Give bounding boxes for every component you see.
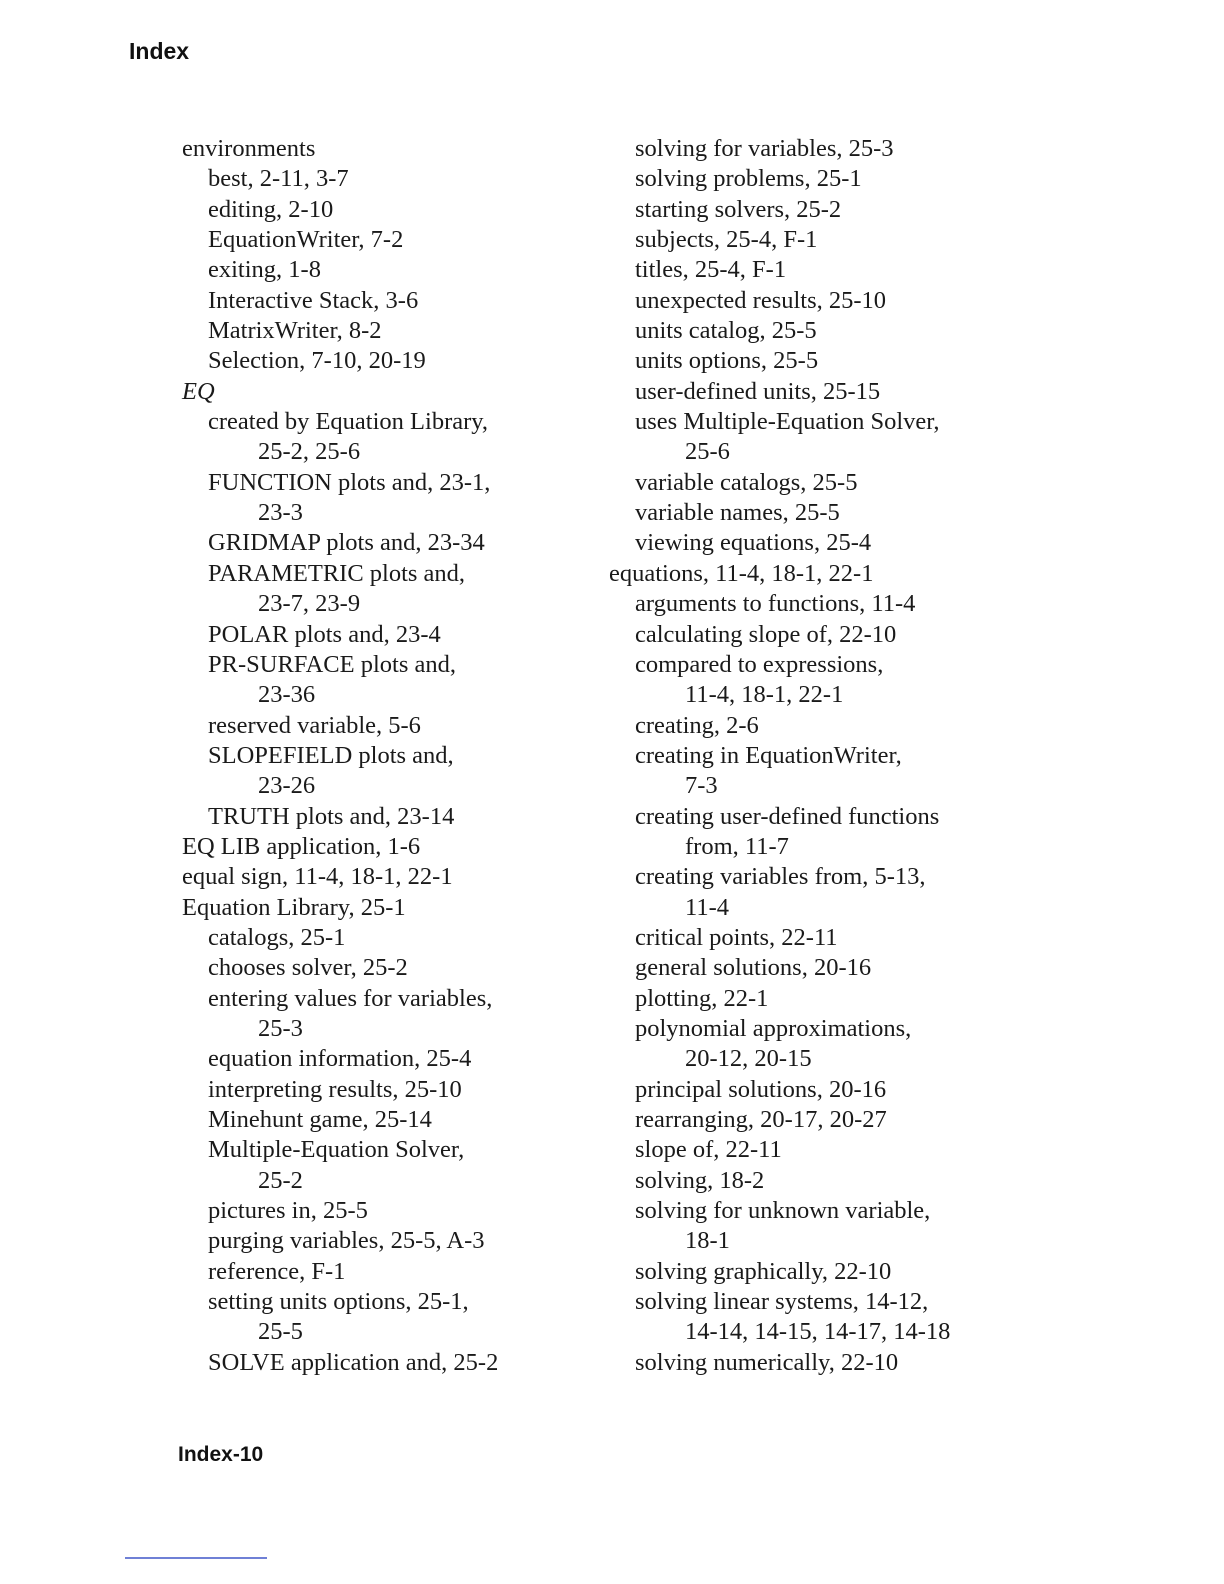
index-entry: EQ LIB application, 1-6 <box>182 832 421 860</box>
index-subentry: Multiple-Equation Solver, <box>208 1136 465 1164</box>
index-subentry: polynomial approximations, <box>635 1014 912 1042</box>
index-subentry: reference, F-1 <box>208 1257 346 1285</box>
index-subentry: POLAR plots and, 23-4 <box>208 620 441 648</box>
running-head-title: Index <box>129 38 190 64</box>
index-continuation: 23-7, 23-9 <box>258 590 361 618</box>
index-continuation: 23-36 <box>258 681 316 709</box>
index-subentry: subjects, 25-4, F-1 <box>635 226 818 254</box>
index-subentry: TRUTH plots and, 23-14 <box>208 802 455 830</box>
index-subentry: variable names, 25-5 <box>635 499 840 527</box>
index-subentry: creating variables from, 5-13, <box>635 863 926 891</box>
index-subentry: titles, 25-4, F-1 <box>635 256 787 284</box>
index-continuation: 14-14, 14-15, 14-17, 14-18 <box>685 1318 951 1346</box>
index-subentry: EquationWriter, 7-2 <box>208 226 404 254</box>
index-subentry: FUNCTION plots and, 23-1, <box>208 468 491 496</box>
index-subentry: critical points, 22-11 <box>635 923 838 951</box>
index-subentry: solving, 18-2 <box>635 1166 765 1194</box>
index-subentry: solving for variables, 25-3 <box>635 135 894 162</box>
index-subentry: SLOPEFIELD plots and, <box>208 741 454 769</box>
index-subentry: MatrixWriter, 8-2 <box>208 317 382 345</box>
index-subentry: equation information, 25-4 <box>208 1045 472 1073</box>
index-subentry: calculating slope of, 22-10 <box>635 620 897 648</box>
index-column-left <box>182 134 582 1378</box>
index-subentry: editing, 2-10 <box>208 195 334 223</box>
index-subentry: SOLVE application and, 25-2 <box>208 1348 499 1376</box>
index-continuation: 23-3 <box>258 499 303 527</box>
index-subentry: unexpected results, 25-10 <box>635 286 887 314</box>
index-subentry: PR-SURFACE plots and, <box>208 650 456 678</box>
index-continuation: from, 11-7 <box>685 832 789 860</box>
index-entry: equations, 11-4, 18-1, 22-1 <box>609 559 874 587</box>
index-subentry: compared to expressions, <box>635 650 884 678</box>
index-subentry: units catalog, 25-5 <box>635 317 817 345</box>
index-subentry: creating, 2-6 <box>635 711 759 739</box>
index-subentry: created by Equation Library, <box>208 408 489 436</box>
index-subentry: arguments to functions, 11-4 <box>635 590 916 618</box>
index-continuation: 11-4, 18-1, 22-1 <box>685 681 844 709</box>
index-subentry: plotting, 22-1 <box>635 984 769 1012</box>
index-subentry: Minehunt game, 25-14 <box>208 1106 432 1133</box>
index-subentry: catalogs, 25-1 <box>208 923 346 951</box>
index-continuation: 25-2, 25-6 <box>258 438 361 466</box>
index-subentry: user-defined units, 25-15 <box>635 377 881 405</box>
index-subentry: entering values for variables, <box>208 984 493 1012</box>
index-subentry: Interactive Stack, 3-6 <box>208 286 419 314</box>
index-subentry: solving linear systems, 14-12, <box>635 1288 929 1316</box>
index-subentry: uses Multiple-Equation Solver, <box>635 408 940 436</box>
index-subentry: GRIDMAP plots and, 23-34 <box>208 529 485 557</box>
index-entry: equal sign, 11-4, 18-1, 22-1 <box>182 863 453 891</box>
index-subentry: viewing equations, 25-4 <box>635 529 872 557</box>
index-continuation: 23-26 <box>258 772 316 800</box>
bottom-rule <box>125 1557 267 1559</box>
index-continuation: 25-5 <box>258 1318 303 1346</box>
index-subentry: principal solutions, 20-16 <box>635 1075 887 1103</box>
index-subentry: purging variables, 25-5, A-3 <box>208 1227 485 1255</box>
index-subentry: solving problems, 25-1 <box>635 165 862 193</box>
index-subentry: reserved variable, 5-6 <box>208 711 421 739</box>
index-continuation: 25-2 <box>258 1166 303 1194</box>
index-subentry: units options, 25-5 <box>635 347 819 375</box>
index-subentry: creating in EquationWriter, <box>635 741 902 769</box>
index-continuation: 25-6 <box>685 438 730 466</box>
index-subentry: solving graphically, 22-10 <box>635 1257 892 1285</box>
index-continuation: 25-3 <box>258 1014 303 1042</box>
index-entry: environments <box>182 135 316 162</box>
index-subentry: creating user-defined functions <box>635 802 940 830</box>
index-subentry: variable catalogs, 25-5 <box>635 468 858 496</box>
index-continuation: 20-12, 20-15 <box>685 1045 812 1073</box>
index-subentry: interpreting results, 25-10 <box>208 1075 462 1103</box>
index-entry: Equation Library, 25-1 <box>182 893 406 921</box>
index-subentry: exiting, 1-8 <box>208 256 321 284</box>
index-subentry: setting units options, 25-1, <box>208 1288 469 1316</box>
index-subentry: pictures in, 25-5 <box>208 1197 368 1225</box>
index-column-right <box>609 134 1029 1378</box>
index-subentry: solving for unknown variable, <box>635 1197 931 1225</box>
index-subentry: best, 2-11, 3-7 <box>208 165 349 193</box>
page-number: Index-10 <box>178 1443 264 1466</box>
index-subentry: Selection, 7-10, 20-19 <box>208 347 426 375</box>
index-subentry: general solutions, 20-16 <box>635 954 872 982</box>
index-subentry: solving numerically, 22-10 <box>635 1348 899 1376</box>
index-subentry: starting solvers, 25-2 <box>635 195 842 223</box>
index-subentry: chooses solver, 25-2 <box>208 954 408 982</box>
index-subentry: slope of, 22-11 <box>635 1136 782 1164</box>
index-continuation: 18-1 <box>685 1227 730 1255</box>
index-subentry: PARAMETRIC plots and, <box>208 559 466 587</box>
index-entry: EQ <box>182 377 215 405</box>
index-subentry: rearranging, 20-17, 20-27 <box>635 1106 887 1133</box>
index-continuation: 7-3 <box>685 772 718 800</box>
index-continuation: 11-4 <box>685 893 729 921</box>
